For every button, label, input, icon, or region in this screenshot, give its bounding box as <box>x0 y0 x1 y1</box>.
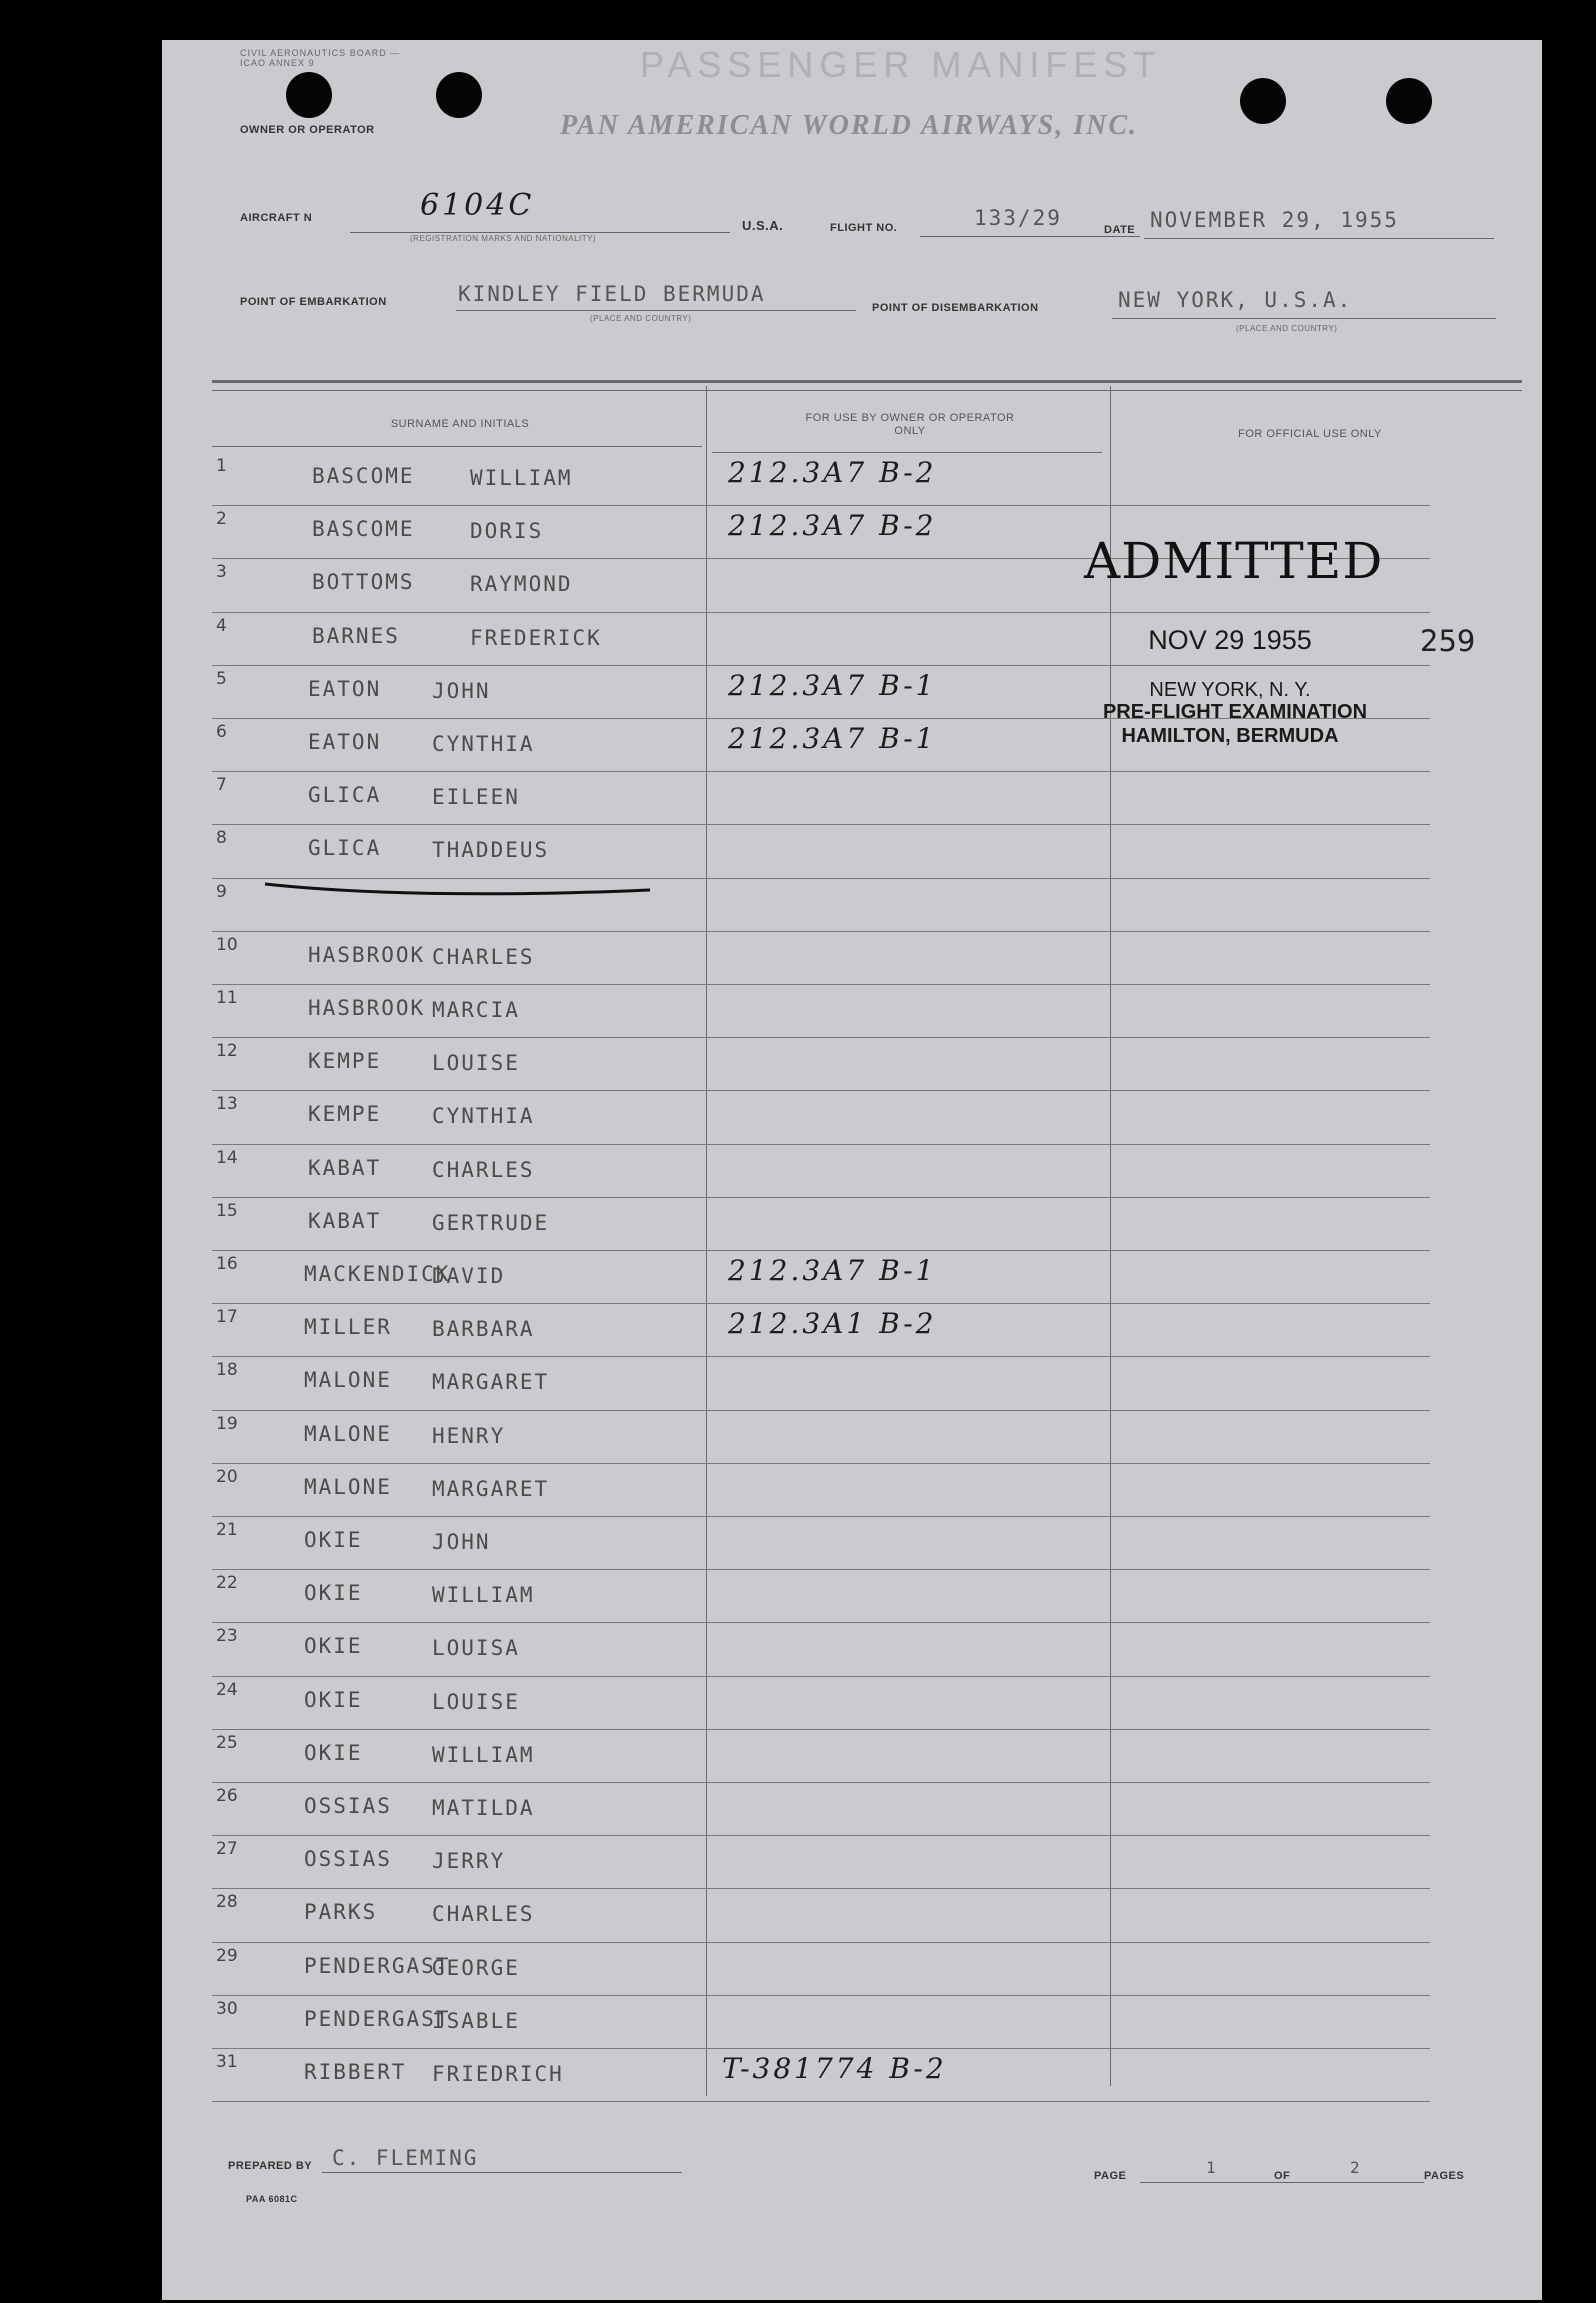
row-number: 14 <box>216 1147 238 1168</box>
row-rule <box>212 1197 1430 1198</box>
table-top-rule-2 <box>212 390 1522 391</box>
row-rule <box>212 1516 1430 1517</box>
operator-code: 212.3A7 B-1 <box>728 668 937 702</box>
page-label: PAGE <box>1094 2170 1127 2182</box>
row-rule <box>212 1090 1430 1091</box>
row-rule <box>212 2048 1430 2049</box>
row-number: 19 <box>216 1413 238 1434</box>
embarkation-line <box>456 310 856 311</box>
date-line <box>1144 238 1494 239</box>
stamp-line-2: PRE-FLIGHT EXAMINATION <box>1102 701 1368 723</box>
passenger-surname: MALONE <box>304 1421 392 1446</box>
column-header-names: SURNAME AND INITIALS <box>390 418 530 430</box>
disembarkation-point: NEW YORK, U.S.A. <box>1118 288 1353 312</box>
row-rule <box>212 824 1430 825</box>
row-rule <box>212 2101 1430 2102</box>
passenger-surname: HASBROOK <box>308 996 426 1020</box>
passenger-given-name: DAVID <box>432 1264 506 1288</box>
row-number: 31 <box>216 2052 238 2072</box>
passenger-given-name: CYNTHIA <box>432 732 535 756</box>
passenger-given-name: LOUISA <box>432 1636 520 1661</box>
passenger-surname: MALONE <box>304 1474 392 1499</box>
row-number: 6 <box>216 722 227 742</box>
passenger-given-name: JERRY <box>432 1849 506 1874</box>
aircraft-label: AIRCRAFT N <box>240 212 313 224</box>
stamp-line-3: HAMILTON, BERMUDA <box>1121 725 1339 747</box>
passenger-surname: OKIE <box>304 1740 363 1765</box>
passenger-given-name: CYNTHIA <box>432 1104 535 1129</box>
passenger-given-name: CHARLES <box>432 944 535 969</box>
row-number: 4 <box>216 615 227 636</box>
row-number: 12 <box>216 1041 238 1062</box>
operator-code: 212.3A7 B-1 <box>728 722 937 755</box>
passenger-given-name: GEORGE <box>432 1955 520 1980</box>
passenger-given-name: BARBARA <box>432 1317 535 1342</box>
row-number: 9 <box>216 881 227 902</box>
row-number: 11 <box>216 988 238 1008</box>
row-rule <box>212 505 1430 506</box>
passenger-given-name: CHARLES <box>432 1902 535 1927</box>
passenger-given-name: FRIEDRICH <box>432 2062 564 2086</box>
passenger-given-name: LOUISE <box>432 1689 520 1714</box>
row-rule <box>212 1356 1430 1357</box>
row-number: 18 <box>216 1360 238 1381</box>
row-number: 23 <box>216 1626 238 1647</box>
passenger-surname: KABAT <box>308 1208 382 1233</box>
passenger-surname: BASCOME <box>312 517 415 542</box>
row-number: 17 <box>216 1307 238 1328</box>
passenger-given-name: ISABLE <box>432 2008 520 2033</box>
passenger-surname: EATON <box>308 676 382 701</box>
row-rule <box>212 1250 1430 1251</box>
passenger-surname: MILLER <box>304 1315 392 1340</box>
passenger-surname: OKIE <box>304 1581 363 1606</box>
punch-hole-3 <box>1240 78 1286 124</box>
stamp-line-1: NEW YORK, N. Y. <box>1149 679 1311 701</box>
row-number: 5 <box>216 668 227 689</box>
column-header-owner: FOR USE BY OWNER OR OPERATOR ONLY <box>805 412 1015 437</box>
date-label: DATE <box>1104 224 1136 236</box>
passenger-surname: GLICA <box>308 836 382 861</box>
punch-hole-4 <box>1386 78 1432 124</box>
pages-label: PAGES <box>1424 2170 1465 2182</box>
operator-code: 212.3A7 B-2 <box>728 509 937 543</box>
row-number: 7 <box>216 775 227 796</box>
operator-code: T-381774 B-2 <box>722 2052 947 2085</box>
passenger-surname: BARNES <box>312 623 400 648</box>
prepared-line <box>322 2172 682 2173</box>
row-number: 28 <box>216 1892 238 1913</box>
aircraft-number: 6104C <box>420 188 535 223</box>
row-rule <box>212 1995 1430 1996</box>
row-rule <box>212 1888 1430 1889</box>
row-number: 24 <box>216 1679 238 1700</box>
passenger-surname: OSSIAS <box>304 1847 392 1872</box>
row-number: 20 <box>216 1466 238 1487</box>
page-line <box>1140 2182 1424 2183</box>
passenger-given-name: WILLIAM <box>470 466 573 490</box>
passenger-surname: OKIE <box>304 1687 363 1712</box>
page-number: 1 <box>1206 2158 1218 2177</box>
passenger-surname: OKIE <box>304 1528 363 1552</box>
owner-label: OWNER OR OPERATOR <box>240 124 375 136</box>
flight-date: NOVEMBER 29, 1955 <box>1150 208 1399 232</box>
passenger-surname: OSSIAS <box>304 1794 392 1818</box>
row-rule <box>212 1676 1430 1677</box>
passenger-surname: PARKS <box>304 1900 378 1925</box>
row-number: 21 <box>216 1520 238 1540</box>
row-rule <box>212 1569 1430 1570</box>
passenger-given-name: MATILDA <box>432 1796 535 1820</box>
passenger-given-name: RAYMOND <box>470 572 573 597</box>
passenger-surname: HASBROOK <box>308 942 426 967</box>
row-number: 16 <box>216 1254 238 1274</box>
row-rule <box>212 1463 1430 1464</box>
passenger-surname: OKIE <box>304 1634 363 1659</box>
row-rule <box>212 1037 1430 1038</box>
row-rule <box>212 1410 1430 1411</box>
row-number: 29 <box>216 1945 238 1966</box>
passenger-surname: MALONE <box>304 1368 392 1393</box>
passenger-given-name: HENRY <box>432 1423 506 1448</box>
aircraft-line <box>350 232 730 233</box>
row-rule <box>212 1729 1430 1730</box>
row-rule <box>212 984 1430 985</box>
embarkation-label: POINT OF EMBARKATION <box>240 296 387 308</box>
passenger-given-name: FREDERICK <box>470 625 602 650</box>
passenger-given-name: DORIS <box>470 519 544 544</box>
row-number: 27 <box>216 1839 238 1860</box>
passenger-surname: RIBBERT <box>304 2060 407 2084</box>
row-number: 13 <box>216 1094 238 1115</box>
form-authority-text: CIVIL AERONAUTICS BOARD — ICAO ANNEX 9 <box>240 48 401 68</box>
row-rule <box>212 771 1430 772</box>
embarkation-caption: (PLACE AND COUNTRY) <box>590 314 692 323</box>
flight-label: FLIGHT NO. <box>830 222 898 234</box>
row-rule <box>212 1144 1430 1145</box>
row-number: 25 <box>216 1732 238 1753</box>
operator-code: 212.3A7 B-1 <box>728 1254 937 1287</box>
passenger-surname: KEMPE <box>308 1102 382 1127</box>
passenger-surname: BOTTOMS <box>312 570 415 595</box>
admitted-stamp: ADMITTED <box>1084 532 1384 590</box>
row-rule <box>212 1622 1430 1623</box>
column-divider-2 <box>1110 386 1111 2086</box>
row-number: 30 <box>216 1998 238 2019</box>
passenger-given-name: JOHN <box>432 678 491 703</box>
passenger-surname: MACKENDICK <box>304 1262 451 1286</box>
row-rule <box>212 1835 1430 1836</box>
form-title: PASSENGER MANIFEST <box>640 44 1162 85</box>
passenger-surname: PENDERGAST <box>304 1953 451 1978</box>
operator-code: 212.3A7 B-2 <box>728 456 937 489</box>
usa-label: U.S.A. <box>742 218 784 233</box>
form-code: PAA 6081C <box>246 2194 298 2204</box>
row-rule <box>212 1942 1430 1943</box>
passenger-surname: BASCOME <box>312 464 415 488</box>
passenger-given-name: GERTRUDE <box>432 1210 550 1235</box>
passenger-given-name: MARCIA <box>432 998 520 1022</box>
passenger-given-name: CHARLES <box>432 1157 535 1182</box>
passenger-surname: KABAT <box>308 1155 382 1180</box>
passenger-given-name: MARGARET <box>432 1370 550 1395</box>
passenger-given-name: JOHN <box>432 1530 491 1554</box>
disembarkation-line <box>1112 318 1496 319</box>
row-rule <box>212 1303 1430 1304</box>
stamp-number: 259 <box>1420 624 1476 658</box>
operator-code: 212.3A1 B-2 <box>728 1307 937 1341</box>
registration-caption: (REGISTRATION MARKS AND NATIONALITY) <box>410 234 597 243</box>
column-divider-1 <box>706 386 707 2096</box>
header-bottom-rule <box>212 446 702 447</box>
passenger-surname: PENDERGAST <box>304 2006 451 2031</box>
passenger-given-name: MARGARET <box>432 1476 550 1501</box>
row-number: 10 <box>216 934 238 955</box>
table-top-rule <box>212 380 1522 383</box>
passenger-given-name: EILEEN <box>432 785 520 810</box>
cancel-stroke <box>260 870 660 900</box>
row-number: 22 <box>216 1573 238 1594</box>
stamp-date: NOV 29 1955 <box>1148 625 1312 655</box>
passenger-given-name: WILLIAM <box>432 1583 535 1608</box>
row-number: 8 <box>216 828 227 849</box>
punch-hole-1 <box>286 72 332 118</box>
operator-name: PAN AMERICAN WORLD AIRWAYS, INC. <box>560 110 1139 141</box>
row-number: 2 <box>216 509 227 530</box>
passenger-given-name: WILLIAM <box>432 1742 535 1767</box>
passenger-surname: KEMPE <box>308 1049 382 1074</box>
embarkation-point: KINDLEY FIELD BERMUDA <box>458 282 766 306</box>
flight-number: 133/29 <box>974 206 1062 230</box>
passenger-surname: EATON <box>308 730 382 754</box>
disembarkation-label: POINT OF DISEMBARKATION <box>872 302 1039 314</box>
prepared-by-label: PREPARED BY <box>228 2160 313 2172</box>
row-number: 3 <box>216 562 227 583</box>
row-rule <box>212 931 1430 932</box>
column-header-official: FOR OFFICIAL USE ONLY <box>1238 428 1382 440</box>
punch-hole-2 <box>436 72 482 118</box>
header-bottom-rule-owner <box>712 452 1102 453</box>
passenger-surname: GLICA <box>308 783 382 808</box>
of-label: OF <box>1274 2170 1291 2182</box>
passenger-given-name: THADDEUS <box>432 838 550 863</box>
row-rule <box>212 612 1430 613</box>
prepared-by-name: C. FLEMING <box>332 2146 479 2170</box>
row-number: 1 <box>216 456 227 476</box>
row-rule <box>212 1782 1430 1783</box>
row-rule <box>212 665 1430 666</box>
flight-line <box>920 236 1140 237</box>
passenger-given-name: LOUISE <box>432 1051 520 1076</box>
row-number: 26 <box>216 1786 238 1806</box>
disembarkation-caption: (PLACE AND COUNTRY) <box>1236 324 1338 333</box>
page-total: 2 <box>1350 2158 1362 2177</box>
row-number: 15 <box>216 1200 238 1221</box>
